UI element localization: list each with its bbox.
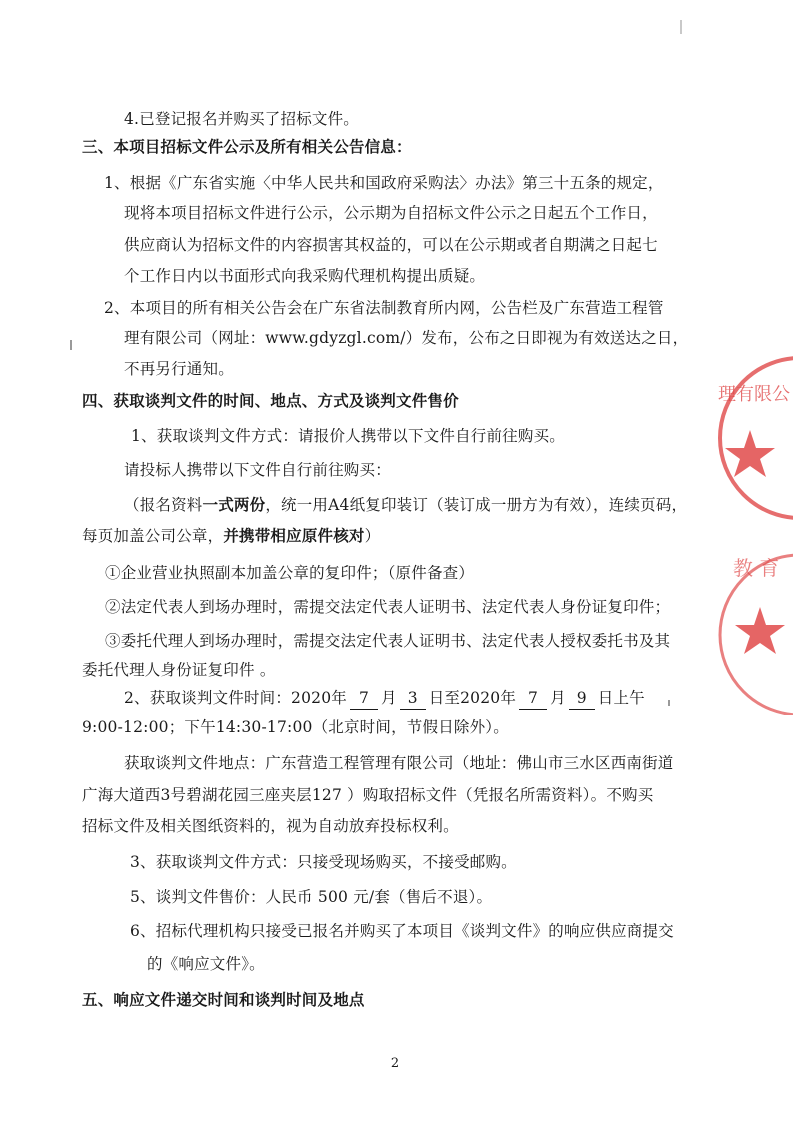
- company-seal-stamp: [700, 350, 793, 530]
- scan-artifact: [70, 340, 72, 350]
- requirements-text: 每页加盖公司公章，: [82, 527, 224, 545]
- section-4-item-5: 5、谈判文件售价：人民币 500 元/套（售后不退）。: [130, 888, 493, 906]
- section-4-item-1: 1、获取谈判文件方式：请报价人携带以下文件自行前往购买。: [131, 427, 565, 445]
- section-3-item-1-line-2: 现将本项目招标文件进行公示，公示期为自招标文件公示之日起五个工作日，: [124, 204, 658, 222]
- start-month: 7: [350, 687, 378, 710]
- acquisition-time-line-2: 9:00-12:00；下午14:30-17:00（北京时间，节假日除外）。: [82, 718, 509, 736]
- checklist-item-3: ③委托代理人到场办理时，需提交法定代表人证明书、法定代表人授权委托书及其: [105, 632, 671, 650]
- time-text: 日上午: [597, 689, 645, 707]
- time-text: 日至2020年: [428, 689, 517, 707]
- time-text: 2、获取谈判文件时间：2020年: [124, 689, 348, 707]
- end-day: 9: [569, 687, 595, 710]
- institution-seal-stamp: [715, 545, 793, 715]
- item-4-registered: 4.已登记报名并购买了招标文件。: [124, 110, 359, 128]
- end-month: 7: [519, 687, 547, 710]
- requirements-line-2: [82, 525, 380, 547]
- time-text: 月: [381, 689, 397, 707]
- section-3-item-1-line-4: 个工作日内以书面形式向我采购代理机构提出质疑。: [124, 267, 486, 285]
- scan-artifact: [680, 20, 682, 34]
- section-4-item-1-note: 请投标人携带以下文件自行前往购买：: [124, 461, 391, 479]
- acquisition-time-line-1: [124, 687, 645, 710]
- seal-star-icon: [725, 430, 775, 477]
- section-3-item-2-line-3: 不再另行通知。: [124, 360, 234, 378]
- seal-ring: [720, 358, 793, 518]
- requirements-emphasis: 并携带相应原件核对: [223, 526, 365, 545]
- time-text: 月: [550, 689, 566, 707]
- page-number: 2: [390, 1056, 400, 1071]
- section-3-heading: 三、本项目招标文件公示及所有相关公告信息：: [82, 137, 412, 156]
- checklist-item-1: ①企业营业执照副本加盖公章的复印件；（原件备查）: [105, 564, 475, 582]
- scan-artifact: [668, 700, 670, 706]
- start-day: 3: [400, 687, 426, 710]
- section-5-heading: 五、响应文件递交时间和谈判时间及地点: [82, 990, 365, 1009]
- requirements-text: ）: [364, 527, 381, 545]
- requirements-text: （报名资料: [124, 496, 203, 514]
- acquisition-location-line-2: 广海大道西3号碧湖花园三座夹层127 ）购取招标文件（凭报名所需资料）。不购买: [82, 786, 654, 804]
- section-4-item-3: 3、获取谈判文件方式：只接受现场购买，不接受邮购。: [130, 853, 517, 871]
- section-3-item-1-line-1: 1、根据《广东省实施〈中华人民共和国政府采购法〉办法》第三十五条的规定，: [104, 174, 664, 192]
- requirements-emphasis: 一式两份: [202, 495, 266, 514]
- checklist-item-2: ②法定代表人到场办理时，需提交法定代表人证明书、法定代表人身份证复印件；: [105, 598, 671, 616]
- requirements-text: ，统一用A4纸复印装订（装订成一册方为有效），连续页码，: [265, 496, 688, 514]
- seal-text-top: 理有限公: [718, 384, 790, 405]
- section-4-item-6-line-2: 的《响应文件》。: [147, 955, 265, 973]
- seal-text-top: 教 育: [733, 556, 780, 580]
- section-4-heading: 四、获取谈判文件的时间、地点、方式及谈判文件售价: [82, 391, 459, 410]
- section-4-item-6-line-1: 6、招标代理机构只接受已报名并购买了本项目《谈判文件》的响应供应商提交: [130, 922, 674, 940]
- acquisition-location-line-1: 获取谈判文件地点：广东营造工程管理有限公司（地址：佛山市三水区西南街道: [124, 754, 674, 772]
- section-3-item-2-line-2: 理有限公司（网址：www.gdyzgl.com/）发布，公布之日即视为有效送达之日，: [124, 329, 689, 347]
- seal-star-icon: [735, 607, 785, 654]
- section-3-item-1-line-3: 供应商认为招标文件的内容损害其权益的，可以在公示期或者自期满之日起七: [124, 236, 658, 254]
- checklist-item-3-cont: 委托代理人身份证复印件 。: [82, 661, 276, 679]
- requirements-line-1: [124, 494, 687, 516]
- acquisition-location-line-3: 招标文件及相关图纸资料的，视为自动放弃投标权利。: [82, 817, 459, 835]
- section-3-item-2-line-1: 2、本项目的所有相关公告会在广东省法制教育所内网，公告栏及广东营造工程管: [104, 299, 664, 317]
